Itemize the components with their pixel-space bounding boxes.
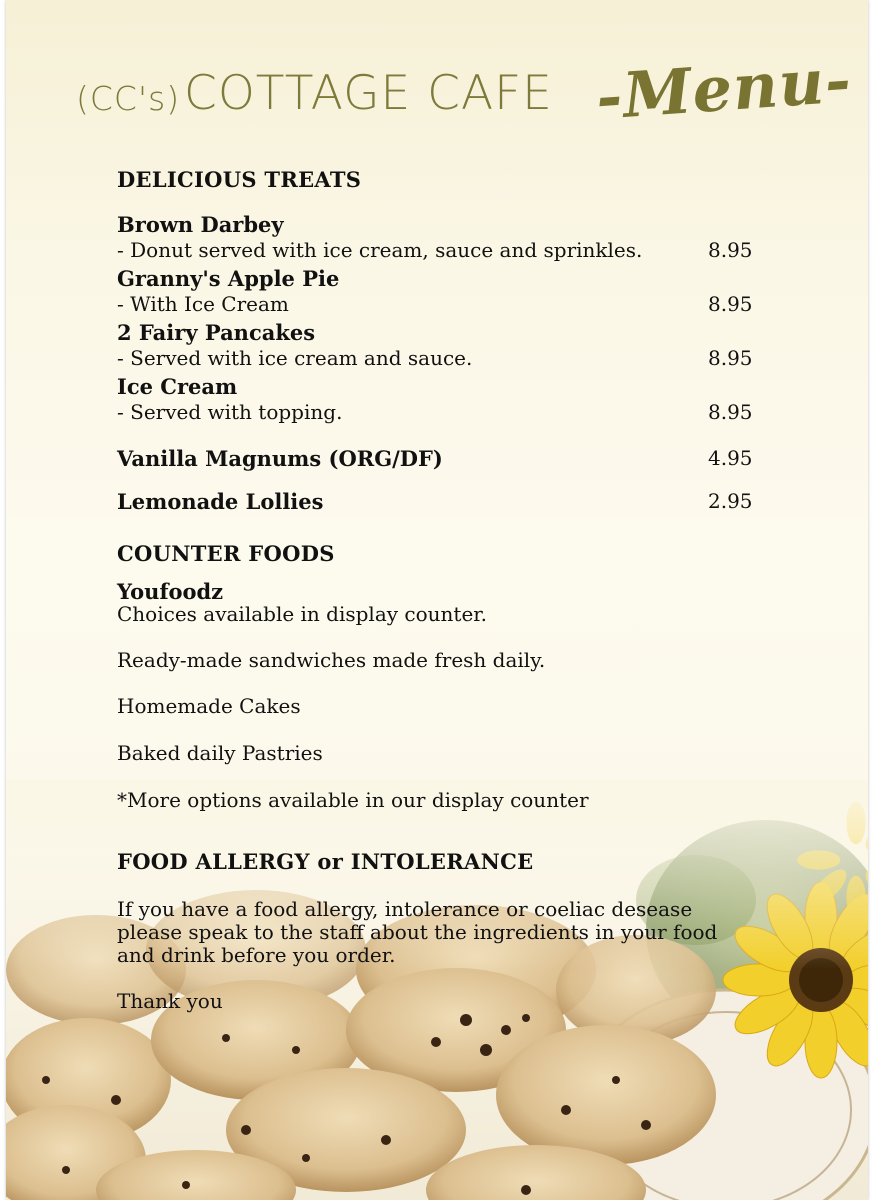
menu-page	[6, 0, 868, 1200]
item-name: Brown Darbey	[117, 212, 284, 237]
counter-line: Choices available in display counter.	[117, 602, 488, 626]
item-description: - With Ice Cream	[117, 292, 289, 316]
counter-line: Baked daily Pastries	[117, 741, 323, 765]
item-description: - Served with ice cream and sauce.	[117, 346, 473, 370]
section-heading-allergy: FOOD ALLERGY or INTOLERANCE	[117, 849, 534, 874]
item-name: Lemonade Lollies	[117, 489, 324, 514]
counter-line: *More options available in our display counter	[117, 788, 589, 812]
item-description: - Donut served with ice cream, sauce and sprinkles.	[117, 238, 643, 262]
menu-title: -Menu-	[593, 43, 854, 134]
item-name: Granny's Apple Pie	[117, 266, 340, 291]
counter-subheading: Youfoodz	[117, 579, 224, 604]
allergy-line: and drink before you order.	[117, 943, 396, 967]
brand-name: COTTAGE CAFE	[184, 66, 553, 121]
item-price: 8.95	[708, 346, 753, 370]
section-heading-treats: DELICIOUS TREATS	[117, 167, 362, 192]
item-price: 2.95	[708, 489, 753, 513]
item-price: 8.95	[708, 400, 753, 424]
brand-prefix: (CC's)	[76, 79, 181, 118]
thank-you-text: Thank you	[117, 989, 223, 1013]
allergy-line: please speak to the staff about the ingredients in your food	[117, 920, 718, 944]
item-name: Ice Cream	[117, 374, 238, 399]
item-name: Vanilla Magnums (ORG/DF)	[117, 446, 443, 471]
item-price: 8.95	[708, 238, 753, 262]
counter-line: Homemade Cakes	[117, 694, 301, 718]
menu-header	[6, 43, 868, 138]
counter-line: Ready-made sandwiches made fresh daily.	[117, 648, 546, 672]
item-description: - Served with topping.	[117, 400, 343, 424]
item-price: 4.95	[708, 446, 753, 470]
item-name: 2 Fairy Pancakes	[117, 320, 316, 345]
section-heading-counter: COUNTER FOODS	[117, 541, 335, 566]
item-price: 8.95	[708, 292, 753, 316]
allergy-line: If you have a food allergy, intolerance or coeliac desease	[117, 897, 693, 921]
